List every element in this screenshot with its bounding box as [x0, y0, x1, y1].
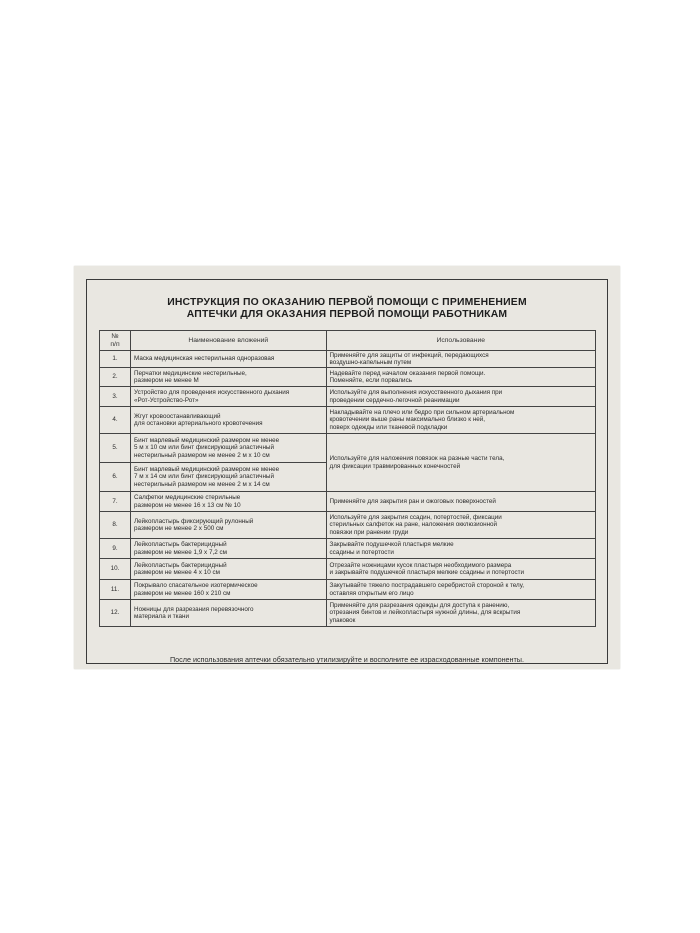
table-row	[100, 580, 596, 600]
row-item-name: Жгут кровоостанавливающий для остановки артериального кровотечения	[131, 407, 327, 434]
footer-note: После использования аптечки обязательно утилизируйте и восполните ее израсходованные компоненты.	[170, 655, 524, 664]
row-usage: Надевайте перед началом оказания первой помощи. Поменяйте, если порвались	[326, 368, 595, 387]
row-item-name: Покрывало спасательное изотермическое размером не менее 160 х 210 см	[131, 580, 327, 600]
row-item-name: Бинт марлевый медицинский размером не менее 7 м х 14 см или бинт фиксирующий эластичный нестерильный размером не менее 2 м х 14 см	[131, 463, 327, 492]
table-row	[100, 368, 596, 387]
row-item-name: Лейкопластырь бактерицидный размером не менее 4 х 10 см	[131, 559, 327, 580]
table-row	[100, 539, 596, 559]
header-num: № п/п	[100, 331, 131, 351]
row-usage: Используйте для закрытия ссадин, потертостей, фиксации стерильных салфеток на ране, наложения окклюзионной повязки при ранении груди	[326, 512, 595, 539]
row-item-name: Салфетки медицинские стерильные размером не менее 16 х 13 см № 10	[131, 492, 327, 512]
row-number: 1.	[100, 351, 131, 368]
table-row	[100, 492, 596, 512]
row-item-name: Бинт марлевый медицинский размером не менее 5 м х 10 см или бинт фиксирующий эластичный нестерильный размером не менее 2 м х 10 см	[131, 434, 327, 463]
row-usage: Закрывайте подушечкой пластыря мелкие ссадины и потертости	[326, 539, 595, 559]
row-usage-merged: Используйте для наложения повязок на разные части тела, для фиксации травмированных конечностей	[326, 434, 595, 492]
table-row	[100, 387, 596, 407]
row-usage: Используйте для выполнения искусственного дыхания при проведении сердечно-легочной реанимации	[326, 387, 595, 407]
table-row	[100, 351, 596, 368]
table-row	[100, 512, 596, 539]
row-number: 3.	[100, 387, 131, 407]
instruction-sheet	[74, 266, 620, 669]
row-usage: Применяйте для разрезания одежды для доступа к ранению, отрезания бинтов и лейкопластыря нужной длины, для вскрытия упаковок	[326, 600, 595, 627]
table-row	[100, 407, 596, 434]
row-number: 9.	[100, 539, 131, 559]
row-number: 12.	[100, 600, 131, 627]
row-number: 6.	[100, 463, 131, 492]
document-frame	[86, 279, 608, 664]
row-usage: Закутывайте тяжело пострадавшего серебристой стороной к телу, оставляя открытым его лицо	[326, 580, 595, 600]
table-header-row	[100, 331, 596, 351]
row-number: 4.	[100, 407, 131, 434]
header-name: Наименование вложений	[131, 331, 327, 351]
document-title-line1: ИНСТРУКЦИЯ ПО ОКАЗАНИЮ ПЕРВОЙ ПОМОЩИ С ПРИМЕНЕНИЕМ	[167, 297, 527, 308]
row-number: 8.	[100, 512, 131, 539]
row-usage: Отрезайте ножницами кусок пластыря необходимого размера и закрывайте подушечкой пластыря мелкие ссадины и потертости	[326, 559, 595, 580]
row-number: 7.	[100, 492, 131, 512]
row-number: 5.	[100, 434, 131, 463]
row-item-name: Устройство для проведения искусственного дыхания «Рот-Устройство-Рот»	[131, 387, 327, 407]
row-item-name: Ножницы для разрезания перевязочного материала и ткани	[131, 600, 327, 627]
table-row	[100, 559, 596, 580]
row-item-name: Маска медицинская нестерильная одноразовая	[131, 351, 327, 368]
row-usage: Накладывайте на плечо или бедро при сильном артериальном кровотечении выше раны максимально близко к ней, поверх одежды или тканевой подкладки	[326, 407, 595, 434]
document-title-line2: АПТЕЧКИ ДЛЯ ОКАЗАНИЯ ПЕРВОЙ ПОМОЩИ РАБОТНИКАМ	[186, 309, 508, 320]
row-usage: Применяйте для закрытия ран и ожоговых поверхностей	[326, 492, 595, 512]
table-row	[100, 600, 596, 627]
first-aid-table	[99, 330, 596, 627]
table-row	[100, 434, 596, 463]
row-item-name: Лейкопластырь фиксирующий рулонный размером не менее 2 х 500 см	[131, 512, 327, 539]
row-item-name: Лейкопластырь бактерицидный размером не менее 1,9 х 7,2 см	[131, 539, 327, 559]
row-number: 11.	[100, 580, 131, 600]
header-usage: Использование	[326, 331, 595, 351]
row-number: 2.	[100, 368, 131, 387]
row-item-name: Перчатки медицинские нестерильные, размером не менее М	[131, 368, 327, 387]
row-number: 10.	[100, 559, 131, 580]
row-usage: Применяйте для защиты от инфекций, передающихся воздушно-капельным путем	[326, 351, 595, 368]
